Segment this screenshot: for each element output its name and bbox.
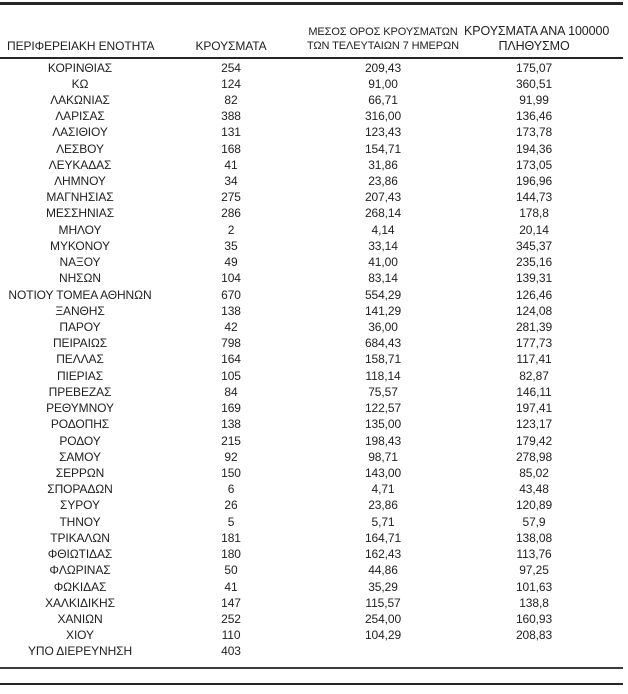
avg7-cell: 164,71 [364,530,402,545]
per100k-cell: 144,73 [515,190,553,205]
table-row [0,497,604,513]
per100k-cell: 160,93 [515,611,553,626]
per100k-cell: 173,05 [515,157,553,172]
cases-cell: 252 [221,611,241,626]
avg7-cell: 162,43 [364,547,402,562]
table-row [0,157,604,173]
region-cell: ΣΥΡΟΥ [60,498,100,513]
table-row [0,76,604,92]
cases-cell: 34 [224,174,238,189]
table-row [0,368,604,384]
avg7-cell: 23,86 [368,174,398,189]
column-header-avg7days [302,26,464,55]
table-row [0,173,604,189]
table-row [0,287,604,303]
per100k-cell: 196,96 [515,174,553,189]
cases-cell: 110 [221,628,241,643]
cases-cell: 147 [221,595,241,610]
per100k-cell: 113,76 [516,547,552,562]
table-row [0,238,604,254]
per100k-cell: 178,8 [519,206,549,221]
per100k-cell: 82,87 [519,368,549,383]
region-cell: ΥΠΟ ΔΙΕΡΕΥΝΗΣΗ [27,644,133,659]
cases-cell: 181 [221,530,241,545]
region-cell: ΤΡΙΚΑΛΩΝ [50,530,110,545]
avg7-cell: 44,86 [368,563,398,578]
cases-cell: 2 [227,222,235,237]
avg7-cell: 98,71 [368,449,398,464]
per100k-cell: 20,14 [519,222,549,237]
region-cell: ΣΕΡΡΩΝ [55,465,105,480]
table-row [0,92,604,108]
avg7-cell: 118,14 [365,368,401,383]
region-cell: ΚΟΡΙΝΘΙΑΣ [47,60,113,75]
per100k-cell: 139,31 [515,271,553,286]
avg7-cell: 122,57 [364,401,402,416]
region-cell: ΝΑΞΟΥ [59,255,101,270]
avg7-cell: 158,71 [364,352,402,367]
table-row [0,254,604,270]
avg7-cell: 104,29 [364,628,402,643]
avg7-cell: 316,00 [364,109,402,124]
bottom-rule-upper [0,667,623,669]
avg7-cell: 209,43 [364,60,402,75]
per100k-cell: 120,89 [515,498,553,513]
table-row [0,416,604,432]
cases-cell: 82 [224,92,238,107]
avg7-cell: 5,71 [371,514,395,529]
per100k-cell: 43,48 [519,482,549,497]
avg7-cell: 684,43 [364,336,402,351]
avg7-cell: 254,00 [364,611,402,626]
column-header-per100k-line2: ΠΛΗΘΥΣΜΟ [498,38,570,53]
cases-cell: 670 [221,287,241,302]
cases-cell: 50 [224,563,238,578]
cases-cell: 41 [224,579,238,594]
table-row [0,433,604,449]
per100k-cell: 124,08 [515,303,553,318]
per100k-cell: 97,25 [519,563,549,578]
header-underline-rule [0,57,623,59]
avg7-cell: 143,00 [364,465,402,480]
cases-cell: 164 [221,352,241,367]
table-row [0,400,604,416]
avg7-cell: 268,14 [364,206,402,221]
region-cell: ΞΑΝΘΗΣ [55,303,105,318]
bottom-rule-lower [0,683,623,685]
per100k-cell: 85,02 [519,465,549,480]
table-row [0,384,604,400]
table-row [0,546,604,562]
table-row [0,465,604,481]
region-cell: ΡΟΔΟΠΗΣ [50,417,110,432]
avg7-cell: 141,29 [364,303,402,318]
region-cell: ΝΗΣΩΝ [59,271,101,286]
cases-cell: 92 [224,449,238,464]
per100k-cell: 177,73 [515,336,553,351]
table-row [0,270,604,286]
region-cell: ΠΕΛΛΑΣ [56,352,104,367]
per100k-cell: 179,42 [515,433,553,448]
region-cell: ΠΑΡΟΥ [59,320,101,334]
table-row [0,124,604,140]
region-cell: ΧΑΝΙΩΝ [57,611,103,626]
table-row [0,222,604,238]
table-row [0,530,604,546]
cases-cell: 124 [221,76,241,91]
region-cell: ΣΑΜΟΥ [59,449,101,464]
avg7-cell: 554,29 [364,287,402,302]
region-cell: ΤΗΝΟΥ [59,514,101,529]
table-row [0,595,604,611]
cases-cell: 388 [221,109,241,124]
column-header-per100k-line1: ΚΡΟΥΣΜΑΤΑ ΑΝΑ 100000 [464,24,610,38]
cases-cell: 403 [221,644,241,659]
cases-cell: 254 [221,60,241,75]
per100k-cell: 194,36 [515,141,553,156]
table-body [0,60,604,660]
avg7-cell: 207,43 [364,190,402,205]
cases-cell: 275 [221,190,241,205]
cases-cell: 169 [221,401,241,416]
per100k-cell: 281,39 [515,320,553,334]
column-header-avg7days-line2: ΤΩΝ ΤΕΛΕΥΤΑΙΩΝ 7 ΗΜΕΡΩΝ [307,39,459,52]
per100k-cell: 136,46 [515,109,553,124]
cases-cell: 131 [221,125,241,140]
per100k-cell: 360,51 [515,76,553,91]
per100k-cell: 138,08 [515,530,553,545]
table-row [0,514,604,530]
table-row [0,449,604,465]
per100k-cell: 146,11 [516,384,552,399]
per100k-cell: 126,46 [515,287,553,302]
avg7-cell: 4,14 [371,222,395,237]
table-row [0,611,604,627]
region-cell: ΦΩΚΙΔΑΣ [53,579,107,594]
cases-cell: 41 [224,157,238,172]
table-header-row [0,0,610,55]
table-row [0,643,604,659]
per100k-cell: 208,83 [515,628,553,643]
avg7-cell: 135,00 [364,417,402,432]
cases-cell: 49 [224,255,238,270]
avg7-cell: 35,29 [368,579,398,594]
table-row [0,562,604,578]
region-cell: ΡΕΘΥΜΝΟΥ [46,401,114,416]
per100k-cell: 117,41 [516,352,552,367]
region-cell: ΧΙΟΥ [66,628,94,643]
cases-cell: 84 [224,384,238,399]
cases-cell: 138 [221,303,241,318]
region-cell: ΜΑΓΝΗΣΙΑΣ [46,190,114,205]
avg7-cell: 91,00 [368,76,398,91]
avg7-cell: 75,57 [368,384,398,399]
cases-cell: 150 [221,465,241,480]
avg7-cell: 123,43 [364,125,402,140]
avg7-cell: 198,43 [364,433,402,448]
cases-cell: 168 [221,141,241,156]
table-row [0,627,604,643]
per100k-cell: 57,9 [522,514,546,529]
region-cell: ΡΟΔΟΥ [59,433,101,448]
table-row [0,579,604,595]
cases-cell: 5 [227,514,235,529]
table-row [0,141,604,157]
per100k-cell: 235,16 [515,255,553,270]
column-header-region: ΠΕΡΙΦΕΡΕΙΑΚΗ ΕΝΟΤΗΤΑ [7,39,155,53]
avg7-cell: 33,14 [368,238,398,253]
table-row [0,189,604,205]
region-cell: ΛΑΡΙΣΑΣ [55,109,105,124]
region-cell: ΛΑΣΙΘΙΟΥ [52,125,108,140]
region-cell: ΜΕΣΣΗΝΙΑΣ [45,206,115,221]
region-cell: ΛΗΜΝΟΥ [54,174,106,189]
avg7-cell: 23,86 [368,498,398,513]
avg7-cell: 36,00 [368,320,398,334]
region-cell: ΦΛΩΡΙΝΑΣ [49,563,111,578]
table-row [0,60,604,76]
region-cell: ΦΘΙΩΤΙΔΑΣ [47,547,113,562]
table-row [0,351,604,367]
cases-cell: 105 [221,368,241,383]
table-row [0,303,604,319]
table-row [0,205,604,221]
region-cell: ΧΑΛΚΙΔΙΚΗΣ [45,595,115,610]
region-cell: ΛΕΥΚΑΔΑΣ [48,157,112,172]
per100k-cell: 175,07 [515,60,553,75]
cases-cell: 104 [221,271,241,286]
cases-cell: 6 [227,482,235,497]
region-cell: ΛΑΚΩΝΙΑΣ [50,92,110,107]
region-cell: ΜΥΚΟΝΟΥ [50,238,110,253]
region-cell: ΚΩ [71,76,89,91]
region-cell: ΠΡΕΒΕΖΑΣ [48,384,112,399]
avg7-cell: 41,00 [368,255,398,270]
table-row [0,319,604,335]
per100k-cell: 138,8 [519,595,549,610]
per100k-cell: 197,41 [515,401,553,416]
column-header-avg7days-line1: ΜΕΣΟΣ ΟΡΟΣ ΚΡΟΥΣΜΑΤΩΝ [308,26,458,38]
cases-cell: 180 [221,547,241,562]
table-row [0,481,604,497]
per100k-cell: 101,63 [515,579,553,594]
region-cell: ΜΗΛΟΥ [58,222,102,237]
region-cell: ΝΟΤΙΟΥ ΤΟΜΕΑ ΑΘΗΝΩΝ [8,287,152,302]
cases-cell: 286 [221,206,241,221]
region-cell: ΣΠΟΡΑΔΩΝ [47,482,113,497]
per100k-cell: 278,98 [515,449,553,464]
per100k-cell: 91,99 [519,92,549,107]
avg7-cell: 31,86 [368,157,398,172]
per100k-cell: 173,78 [515,125,553,140]
table-row [0,335,604,351]
cases-cell: 138 [221,417,241,432]
cases-cell: 26 [224,498,238,513]
per100k-cell: 345,37 [515,238,553,253]
table-row [0,108,604,124]
cases-cell: 42 [224,320,238,334]
cases-cell: 35 [224,238,238,253]
per100k-cell: 123,17 [515,417,553,432]
region-cell: ΠΙΕΡΙΑΣ [56,368,104,383]
avg7-cell: 4,71 [371,482,395,497]
column-header-cases: ΚΡΟΥΣΜΑΤΑ [195,39,267,53]
region-cell: ΛΕΣΒΟΥ [56,141,104,156]
cases-cell: 215 [221,433,241,448]
avg7-cell: 115,57 [365,595,401,610]
cases-cell: 798 [221,336,241,351]
avg7-cell: 66,71 [368,92,398,107]
avg7-cell: 83,14 [368,271,398,286]
region-cell: ΠΕΙΡΑΙΩΣ [52,336,108,351]
column-header-per100k [464,24,610,55]
avg7-cell: 154,71 [364,141,402,156]
